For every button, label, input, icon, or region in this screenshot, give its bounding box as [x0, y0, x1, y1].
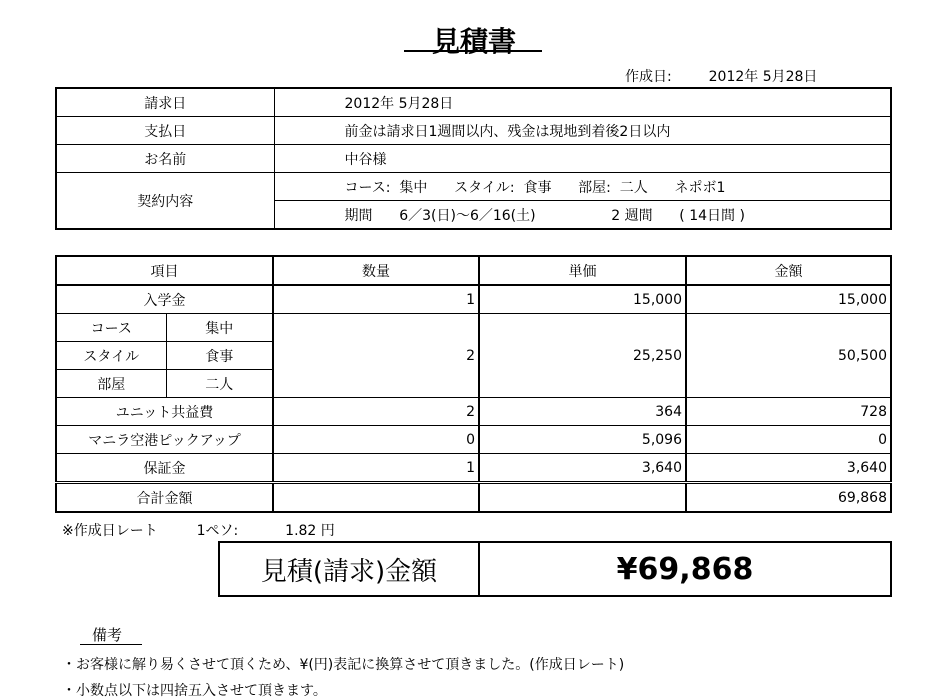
rate-value: 1.82 円 — [285, 523, 335, 539]
header-qty: 数量 — [273, 256, 479, 285]
info-row-name — [56, 145, 891, 173]
room-value: 二人 — [166, 370, 273, 398]
deposit-amount: 3,640 — [686, 454, 891, 483]
estimate-label: 見積(請求)金額 — [220, 543, 480, 595]
estimate-value: ¥69,868 — [616, 551, 754, 587]
rate-peso: 1ペソ: — [196, 523, 239, 539]
info-row-payment — [56, 117, 891, 145]
package-amount: 50,500 — [686, 314, 891, 398]
utility-price: 364 — [479, 398, 686, 426]
entrance-price: 15,000 — [479, 285, 686, 314]
header-price: 単価 — [479, 256, 686, 285]
remarks-title: 備考 — [92, 626, 123, 644]
payment-date-value: 前金は請求日1週間以内、残金は現地到着後2日以内 — [274, 117, 891, 145]
deposit-price: 3,640 — [479, 454, 686, 483]
rate-label: ※作成日レート — [62, 523, 158, 539]
info-table — [55, 87, 892, 230]
utility-amount: 728 — [686, 398, 891, 426]
pickup-label: マニラ空港ピックアップ — [56, 426, 273, 454]
pickup-amount: 0 — [686, 426, 891, 454]
table-row — [56, 398, 891, 426]
remark-note-2: ・小数点以下は四捨五入させて頂きます。 — [62, 683, 327, 699]
entrance-amount: 15,000 — [686, 285, 891, 314]
info-row-contract-1 — [56, 173, 891, 201]
created-date-value: 2012年 5月28日 — [708, 69, 818, 85]
header-item: 項目 — [56, 256, 273, 285]
utility-qty: 2 — [273, 398, 479, 426]
created-label: 作成日: — [625, 69, 672, 85]
title-underline — [404, 50, 542, 52]
package-price: 25,250 — [479, 314, 686, 398]
room-label: 部屋 — [56, 370, 166, 398]
pickup-price: 5,096 — [479, 426, 686, 454]
items-table — [55, 255, 892, 513]
estimate-box — [218, 541, 892, 597]
entrance-label: 入学金 — [56, 285, 273, 314]
remarks-underline — [80, 644, 142, 645]
deposit-qty: 1 — [273, 454, 479, 483]
contract-line2: 期間 6／3(日)～6／16(土) 2 週間 ( 14日間 ) — [274, 201, 891, 230]
created-date — [625, 66, 817, 86]
style-label: スタイル — [56, 342, 166, 370]
contract-line1: コース: 集中 スタイル: 食事 部屋: 二人 ネポボ1 — [274, 173, 891, 201]
exchange-rate — [62, 520, 335, 540]
table-row — [56, 454, 891, 483]
name-value: 中谷様 — [274, 145, 891, 173]
payment-date-label: 支払日 — [56, 117, 274, 145]
billing-date-label: 請求日 — [56, 88, 274, 117]
deposit-label: 保証金 — [56, 454, 273, 483]
total-price-empty — [479, 483, 686, 513]
utility-label: ユニット共益費 — [56, 398, 273, 426]
table-row — [56, 314, 891, 342]
table-header — [56, 256, 891, 285]
remark-note-1: ・お客様に解り易くさせて頂くため、¥(円)表記に換算させて頂きました。(作成日レート) — [62, 657, 625, 673]
info-row-billing — [56, 88, 891, 117]
total-label: 合計金額 — [56, 483, 273, 513]
name-label: お名前 — [56, 145, 274, 173]
style-value: 食事 — [166, 342, 273, 370]
table-total-row — [56, 483, 891, 513]
billing-date-value: 2012年 5月28日 — [274, 88, 891, 117]
total-qty-empty — [273, 483, 479, 513]
header-amount: 金額 — [686, 256, 891, 285]
course-label: コース — [56, 314, 166, 342]
course-value: 集中 — [166, 314, 273, 342]
table-row — [56, 285, 891, 314]
table-row — [56, 426, 891, 454]
pickup-qty: 0 — [273, 426, 479, 454]
contract-label: 契約内容 — [56, 173, 274, 230]
document-title: 見積書 — [431, 25, 516, 58]
package-qty: 2 — [273, 314, 479, 398]
total-amount: 69,868 — [686, 483, 891, 513]
entrance-qty: 1 — [273, 285, 479, 314]
